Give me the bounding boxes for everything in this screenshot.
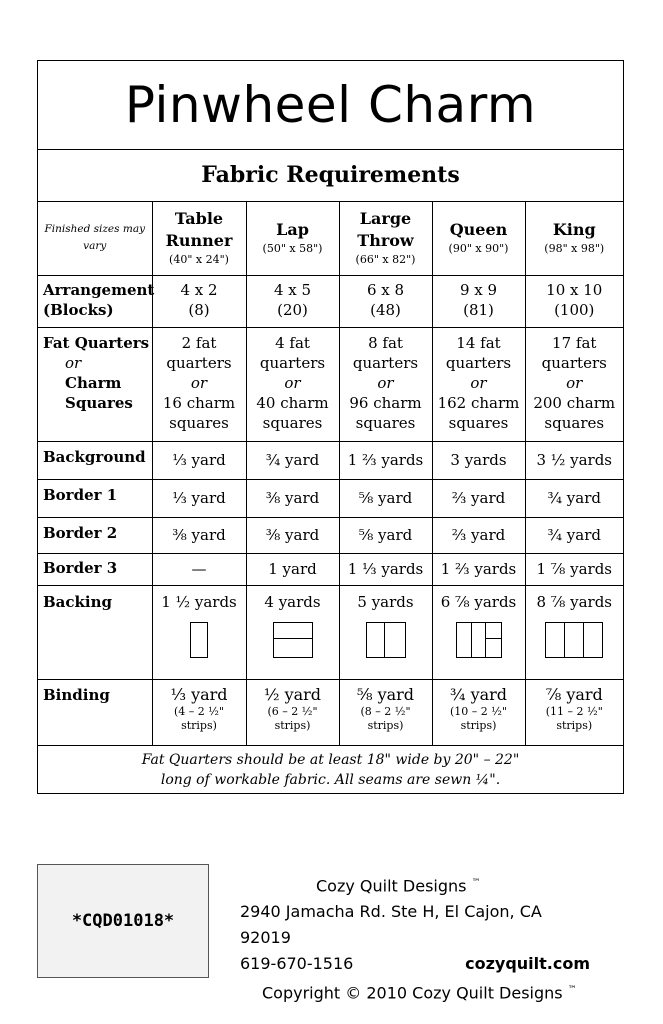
table-cell: 10 x 10 (100) — [525, 275, 623, 327]
row-label: Border 1 — [38, 479, 152, 517]
table-cell: 1 ⅓ yards — [339, 553, 432, 585]
table-cell: 3 ½ yards — [525, 441, 623, 479]
contact-line — [240, 951, 590, 977]
table-cell: 4 x 5 (20) — [246, 275, 339, 327]
company-name: Cozy Quilt Designs ™ — [316, 876, 481, 896]
table-cell: 2 fat quarters or 16 charm squares — [152, 327, 246, 441]
table-cell: 1 ⅔ yards — [339, 441, 432, 479]
backing-diagram-3-panels-pieced — [456, 622, 502, 658]
row-label: Arrangement (Blocks) — [38, 275, 152, 327]
table-row — [38, 553, 623, 585]
company-phone: 619-670-1516 — [240, 954, 354, 974]
row-label: Binding — [38, 679, 152, 745]
table-cell: ¾ yard (10 – 2 ½" strips) — [432, 679, 525, 745]
size-note: Finished sizes may vary — [38, 201, 152, 275]
backing-diagram-2-panels-horizontal — [273, 622, 313, 658]
table-cell: ⅓ yard (4 – 2 ½" strips) — [152, 679, 246, 745]
row-label: Background — [38, 441, 152, 479]
table-cell: ⅜ yard — [246, 479, 339, 517]
row-label: Backing — [38, 585, 152, 679]
table-cell: 9 x 9 (81) — [432, 275, 525, 327]
table-cell: 5 yards — [339, 585, 432, 679]
table-cell: 6 x 8 (48) — [339, 275, 432, 327]
requirements-card — [37, 60, 624, 794]
sku-label: *CQD01018* — [37, 864, 209, 978]
size-header: Large Throw (66" x 82") — [339, 201, 432, 275]
size-header: Table Runner (40" x 24") — [152, 201, 246, 275]
fabric-requirements-table — [38, 201, 623, 746]
table-cell: ⅝ yard — [339, 517, 432, 553]
table-row — [38, 275, 623, 327]
table-cell: ¾ yard — [525, 479, 623, 517]
table-cell: ⅔ yard — [432, 517, 525, 553]
row-label: Border 2 — [38, 517, 152, 553]
table-cell: 14 fat quarters or 162 charm squares — [432, 327, 525, 441]
table-row — [38, 441, 623, 479]
table-cell: 8 ⅞ yards — [525, 585, 623, 679]
table-row — [38, 585, 623, 679]
table-cell: 4 x 2 (8) — [152, 275, 246, 327]
backing-diagram-1-panel — [190, 622, 208, 658]
size-header: Lap (50" x 58") — [246, 201, 339, 275]
size-header: Queen (90" x 90") — [432, 201, 525, 275]
table-row — [38, 517, 623, 553]
copyright: Copyright © 2010 Cozy Quilt Designs ™ — [262, 983, 577, 1003]
row-label: Border 3 — [38, 553, 152, 585]
table-cell: 1 yard — [246, 553, 339, 585]
row-label: Fat Quarters or Charm Squares — [38, 327, 152, 441]
table-cell: ⅝ yard — [339, 479, 432, 517]
footnote: Fat Quarters should be at least 18" wide by 20" – 22" long of workable fabric. All seams are sewn ¼". — [141, 752, 520, 788]
company-info — [240, 870, 590, 1007]
table-cell: 8 fat quarters or 96 charm squares — [339, 327, 432, 441]
table-cell: ⅔ yard — [432, 479, 525, 517]
size-header: King (98" x 98") — [525, 201, 623, 275]
table-row — [38, 679, 623, 745]
table-row — [38, 479, 623, 517]
pattern-title: Pinwheel Charm — [38, 61, 623, 150]
table-cell: 4 yards — [246, 585, 339, 679]
table-cell: ⅜ yard — [246, 517, 339, 553]
table-row — [38, 327, 623, 441]
table-cell: ½ yard (6 – 2 ½" strips) — [246, 679, 339, 745]
company-website[interactable]: cozyquilt.com — [465, 954, 590, 974]
table-cell: ⅓ yard — [152, 479, 246, 517]
section-title: Fabric Requirements — [38, 149, 623, 202]
company-address: 2940 Jamacha Rd. Ste H, El Cajon, CA 92019 — [240, 902, 542, 948]
table-cell: 1 ⅞ yards — [525, 553, 623, 585]
table-cell: ⅓ yard — [152, 441, 246, 479]
table-cell: 6 ⅞ yards — [432, 585, 525, 679]
table-cell: ¾ yard — [525, 517, 623, 553]
backing-diagram-3-panels — [545, 622, 603, 658]
table-cell: ⅞ yard (11 – 2 ½" strips) — [525, 679, 623, 745]
table-cell: 4 fat quarters or 40 charm squares — [246, 327, 339, 441]
table-cell: ⅜ yard — [152, 517, 246, 553]
table-cell: ⅝ yard (8 – 2 ½" strips) — [339, 679, 432, 745]
header-row — [38, 201, 623, 275]
table-cell: 3 yards — [432, 441, 525, 479]
table-cell: — — [152, 553, 246, 585]
table-cell: 17 fat quarters or 200 charm squares — [525, 327, 623, 441]
table-cell: ¾ yard — [246, 441, 339, 479]
table-cell: 1 ½ yards — [152, 585, 246, 679]
table-cell: 1 ⅔ yards — [432, 553, 525, 585]
backing-diagram-2-panels-vertical — [366, 622, 406, 658]
